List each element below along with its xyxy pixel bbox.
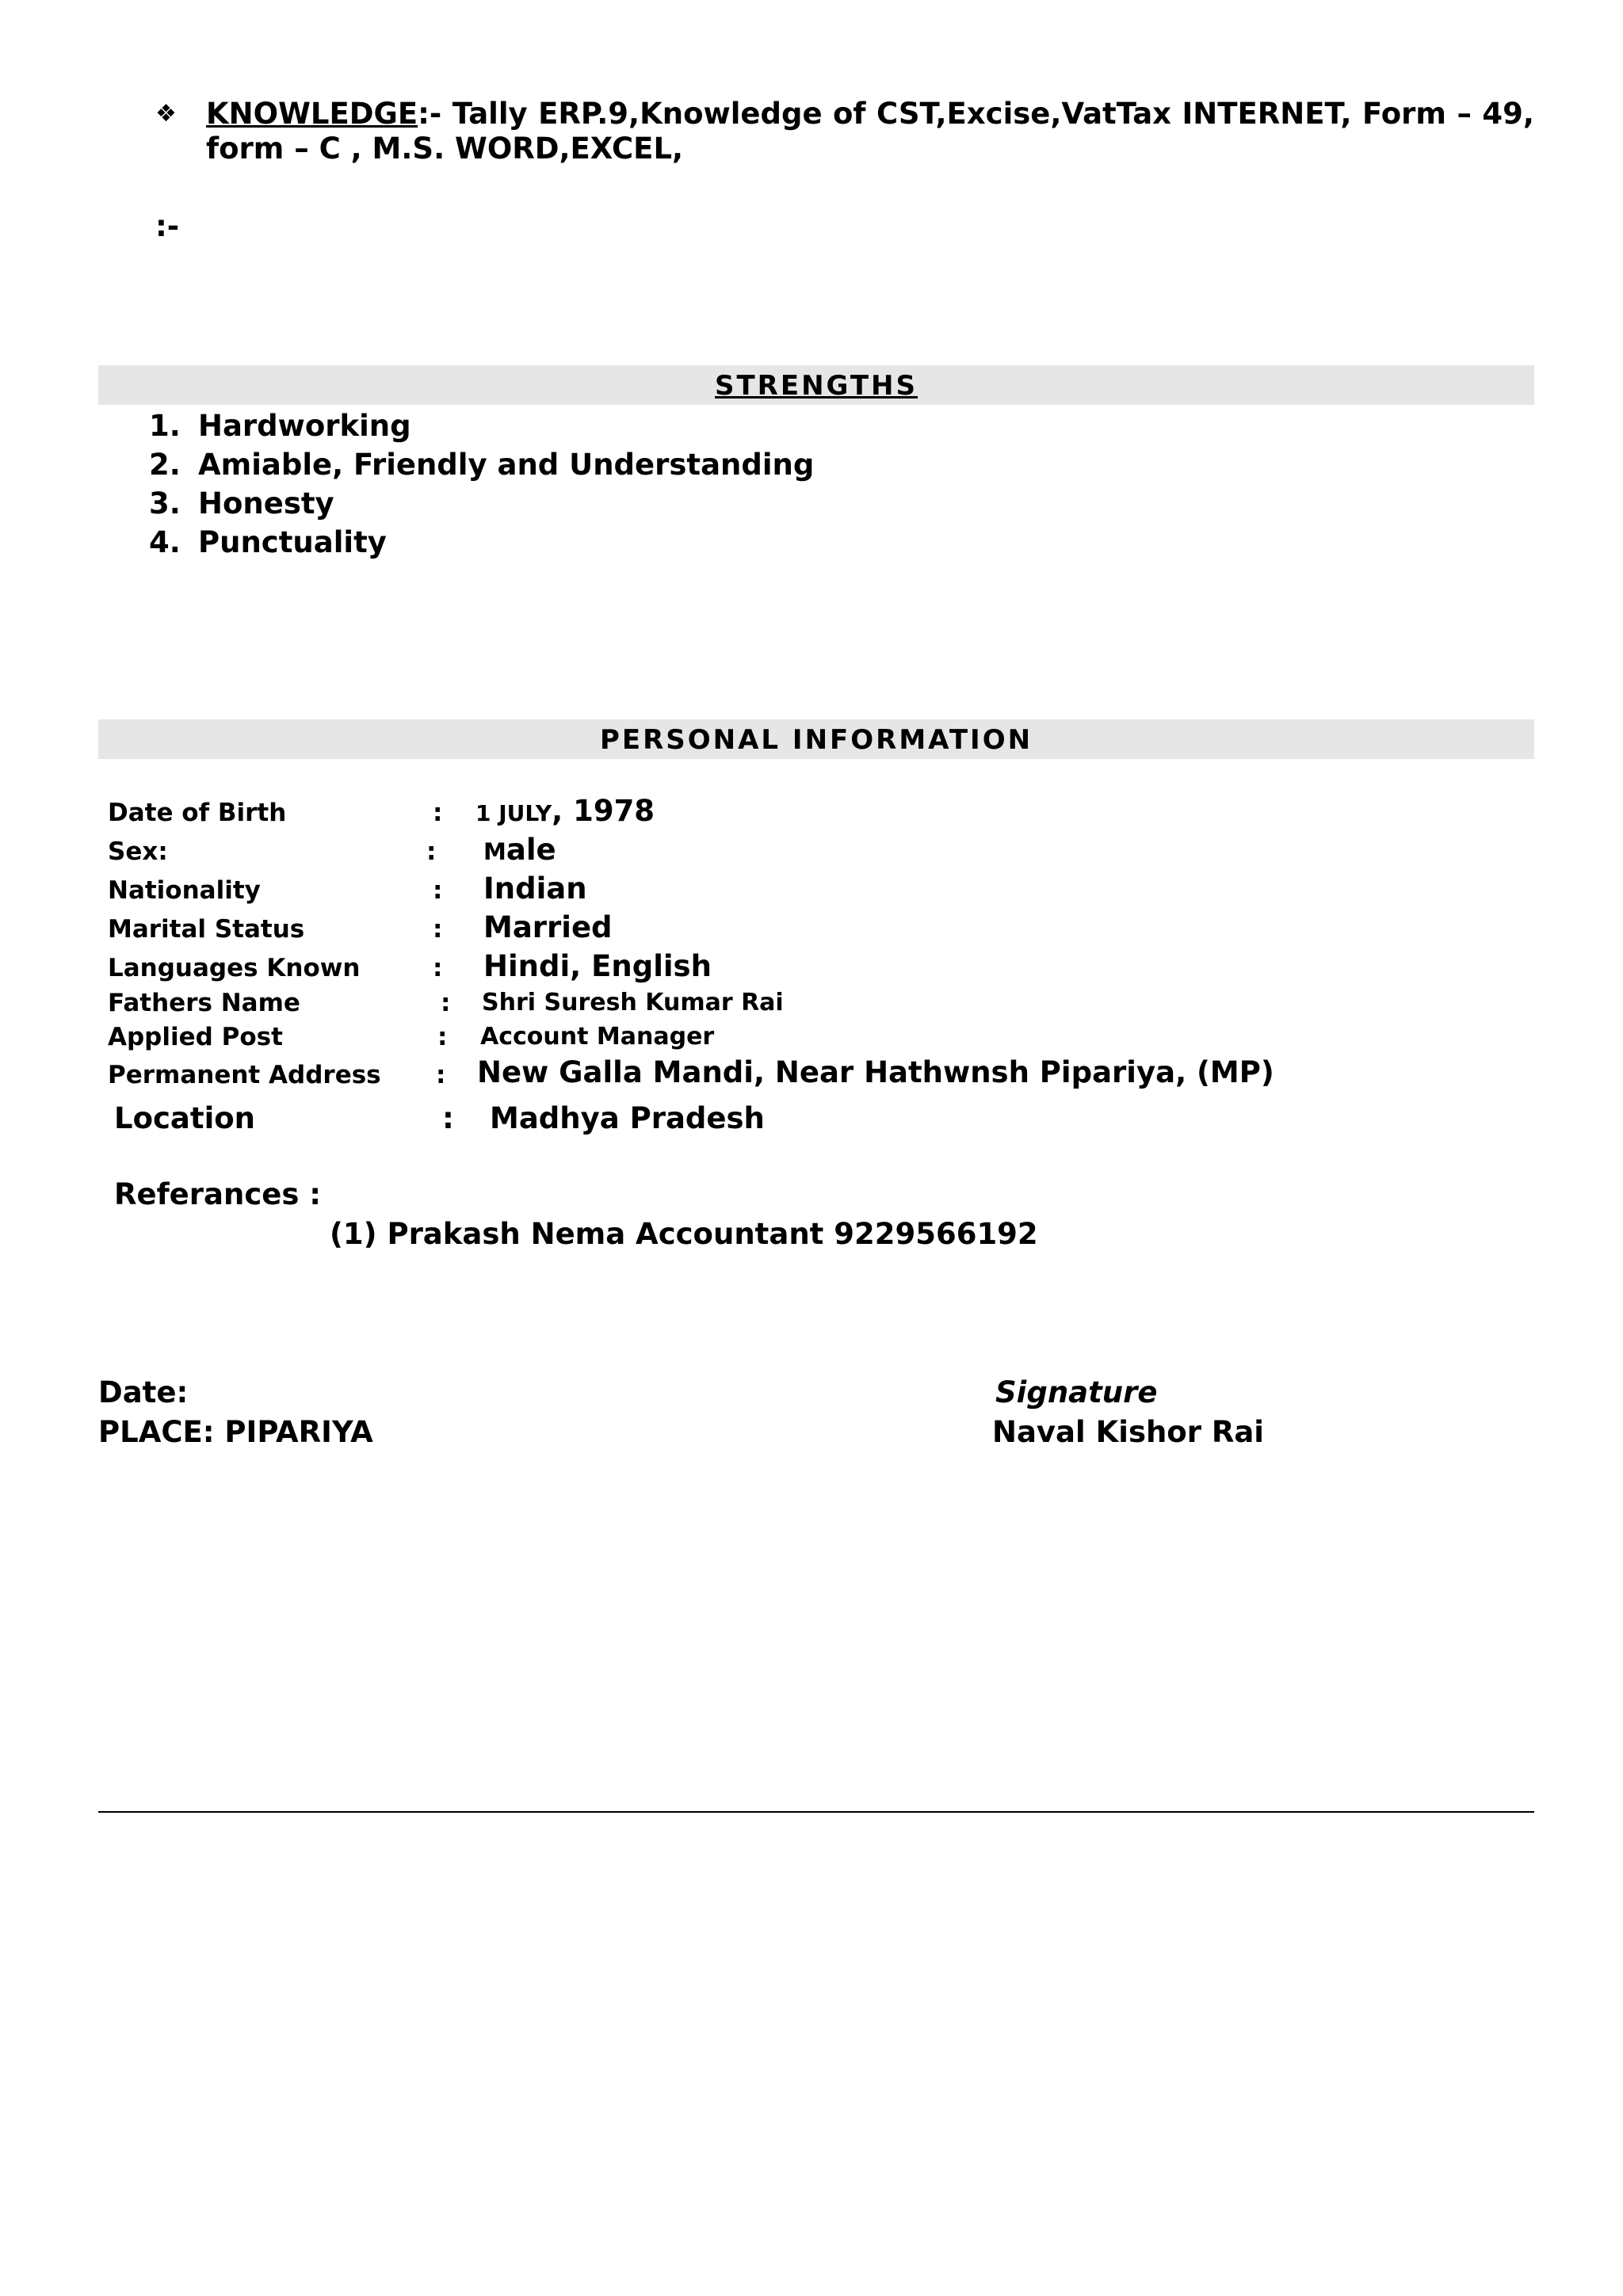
strength-item bbox=[149, 448, 814, 482]
knowledge-heading bbox=[206, 97, 441, 132]
strength-item bbox=[149, 486, 334, 521]
strengths-title: STRENGTHS bbox=[715, 370, 918, 402]
dob-value bbox=[475, 794, 655, 828]
knowledge-word: Form bbox=[1361, 97, 1446, 131]
signer-name: Naval Kishor Rai bbox=[992, 1415, 1264, 1449]
marital-status-value: Married bbox=[483, 910, 613, 944]
nationality-label: Nationality bbox=[108, 876, 261, 905]
references-title: Referances : bbox=[114, 1177, 322, 1211]
nationality-colon: : bbox=[433, 876, 443, 905]
strength-text: Honesty bbox=[198, 486, 334, 521]
strength-number: 4. bbox=[149, 525, 181, 559]
knowledge-label: KNOWLEDGE bbox=[206, 97, 418, 131]
location-value: Madhya Pradesh bbox=[490, 1101, 765, 1135]
address-label: Permanent Address bbox=[108, 1061, 381, 1089]
dob-value-day-month: 1 JULY bbox=[475, 800, 552, 826]
father-name-label: Fathers Name bbox=[108, 989, 300, 1017]
applied-post-label: Applied Post bbox=[108, 1023, 283, 1051]
languages-label: Languages Known bbox=[108, 954, 361, 982]
languages-value: Hindi, English bbox=[483, 949, 712, 983]
dob-colon: : bbox=[433, 799, 443, 827]
address-value: New Galla Mandi, Near Hathwnsh Pipariya, (MP) bbox=[477, 1055, 1274, 1089]
reference-item: (1) Prakash Nema Accountant 9229566192 bbox=[330, 1217, 1038, 1251]
signature-label: Signature bbox=[995, 1375, 1158, 1409]
nationality-value: Indian bbox=[483, 871, 587, 906]
address-colon: : bbox=[436, 1061, 446, 1089]
father-name-value: Shri Suresh Kumar Rai bbox=[482, 989, 784, 1016]
date-label: Date: bbox=[98, 1375, 189, 1409]
marital-status-colon: : bbox=[433, 915, 443, 944]
diamond-bullet-icon: ❖ bbox=[155, 100, 177, 128]
applied-post-value: Account Manager bbox=[480, 1023, 715, 1051]
knowledge-word: 49, bbox=[1482, 97, 1534, 131]
personal-info-title: PERSONAL INFORMATION bbox=[599, 724, 1033, 756]
location-colon: : bbox=[442, 1101, 454, 1135]
knowledge-word: Tally bbox=[452, 97, 528, 131]
sex-label: Sex: bbox=[108, 837, 168, 866]
stray-separator: :- bbox=[155, 209, 180, 243]
knowledge-line-1 bbox=[206, 97, 1534, 132]
strength-number: 3. bbox=[149, 486, 181, 521]
strength-item bbox=[149, 409, 411, 444]
strength-item bbox=[149, 525, 387, 560]
knowledge-word: – bbox=[1457, 97, 1472, 131]
knowledge-line-2: form – C , M.S. WORD,EXCEL, bbox=[206, 132, 684, 166]
sex-colon: : bbox=[426, 837, 437, 866]
languages-colon: : bbox=[433, 954, 443, 982]
sex-value-rest: ale bbox=[506, 833, 556, 867]
location-label: Location bbox=[114, 1101, 256, 1135]
knowledge-word: of bbox=[833, 97, 866, 131]
strength-number: 2. bbox=[149, 448, 181, 482]
strength-text: Amiable, Friendly and Understanding bbox=[198, 448, 815, 482]
knowledge-word: CST,Excise,VatTax bbox=[876, 97, 1172, 131]
bottom-divider bbox=[98, 1811, 1534, 1813]
applied-post-colon: : bbox=[437, 1023, 448, 1051]
strengths-heading-bar bbox=[98, 365, 1534, 405]
strength-number: 1. bbox=[149, 409, 181, 443]
strength-text: Punctuality bbox=[198, 525, 387, 559]
sex-value-initial: M bbox=[483, 838, 506, 865]
knowledge-word: ERP.9,Knowledge bbox=[538, 97, 823, 131]
strength-text: Hardworking bbox=[198, 409, 411, 443]
place-label: PLACE: PIPARIYA bbox=[98, 1415, 373, 1449]
knowledge-word: INTERNET, bbox=[1182, 97, 1352, 131]
personal-info-heading-bar bbox=[98, 719, 1534, 759]
dob-value-year: , 1978 bbox=[552, 794, 655, 828]
dob-label: Date of Birth bbox=[108, 799, 287, 827]
marital-status-label: Marital Status bbox=[108, 915, 305, 944]
knowledge-separator: :- bbox=[418, 97, 442, 131]
sex-value bbox=[483, 833, 556, 867]
father-name-colon: : bbox=[441, 989, 451, 1017]
